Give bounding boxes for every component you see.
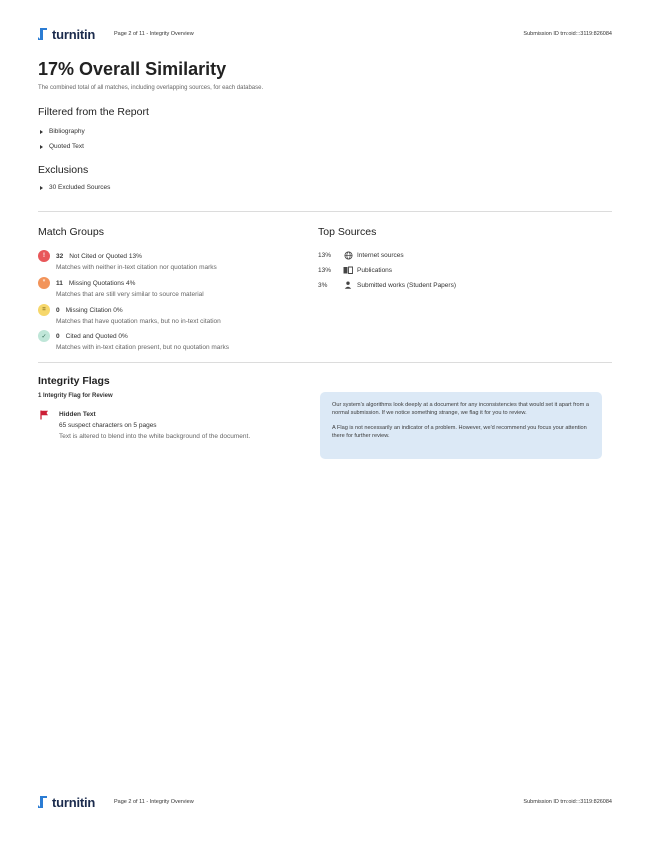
flag-title: Hidden Text	[59, 411, 96, 418]
exclamation-icon: !	[38, 250, 50, 262]
page-title: 17% Overall Similarity	[38, 59, 227, 79]
filtered-heading: Filtered from the Report	[38, 106, 149, 118]
section-divider	[38, 211, 612, 212]
integrity-flags-heading: Integrity Flags	[38, 375, 110, 387]
integrity-flag-item	[40, 409, 250, 442]
equals-icon: =	[38, 304, 50, 316]
logo-text: turnitin	[52, 794, 96, 810]
top-source-percent: 13%	[318, 266, 332, 274]
filtered-item-quoted-text	[40, 143, 84, 150]
globe-icon	[342, 251, 354, 260]
page-description: The combined total of all matches, including overlapping sources, for each database.	[38, 85, 264, 91]
match-group-count: 11	[56, 279, 63, 287]
flag-detail: 65 suspect characters on 5 pages	[59, 422, 157, 429]
top-source-label: Submitted works (Student Papers)	[357, 281, 456, 289]
exclusions-heading: Exclusions	[38, 164, 89, 176]
flag-icon	[40, 410, 49, 420]
top-source-submitted-works	[318, 281, 456, 289]
top-source-percent: 13%	[318, 252, 332, 259]
exclusion-item-label: 30 Excluded Sources	[49, 184, 111, 191]
match-group-label: Not Cited or Quoted 13%	[69, 252, 142, 260]
bullet-arrow-icon	[40, 186, 43, 190]
match-group-label: Cited and Quoted 0%	[65, 332, 128, 340]
quote-icon: ”	[38, 277, 50, 289]
top-sources-heading: Top Sources	[318, 226, 377, 238]
match-group-not-cited	[38, 250, 298, 271]
match-group-count: 32	[56, 252, 64, 260]
filtered-item-bibliography	[40, 128, 85, 135]
match-group-label: Missing Quotations 4%	[68, 279, 136, 287]
match-group-count: 0	[56, 306, 60, 314]
book-icon	[342, 266, 354, 274]
bullet-arrow-icon	[40, 130, 43, 134]
top-source-internet	[318, 251, 404, 260]
match-group-description: Matches with neither in-text citation nor quotation marks	[56, 264, 217, 271]
match-group-count: 0	[56, 332, 60, 340]
integrity-info-box	[320, 392, 602, 459]
flag-note: Text is altered to blend into the white background of the document.	[59, 433, 251, 440]
turnitin-logo	[38, 795, 114, 810]
section-divider	[38, 362, 612, 363]
integrity-flag-text	[59, 409, 250, 442]
top-source-label: Internet sources	[357, 252, 404, 259]
filtered-item-label: Bibliography	[49, 128, 85, 135]
turnitin-logo-icon	[38, 27, 49, 41]
match-group-cited-quoted	[38, 330, 298, 351]
match-group-description: Matches that are still very similar to source material	[56, 291, 204, 298]
top-source-publications	[318, 266, 392, 274]
filtered-item-label: Quoted Text	[49, 143, 84, 150]
page-info: Page 2 of 11 - Integrity Overview	[114, 799, 194, 805]
match-group-description: Matches with in-text citation present, but no quotation marks	[56, 344, 230, 351]
match-group-missing-quotations	[38, 277, 298, 298]
top-source-label: Publications	[357, 266, 393, 274]
match-group-description: Matches that have quotation marks, but no in-text citation	[56, 318, 221, 325]
turnitin-logo	[38, 27, 114, 42]
turnitin-logo-icon	[38, 795, 49, 809]
page-footer	[38, 794, 612, 810]
cited-icon: ✓	[38, 330, 50, 342]
match-groups-heading: Match Groups	[38, 226, 104, 238]
logo-text: turnitin	[52, 26, 96, 42]
person-icon	[342, 281, 354, 289]
info-paragraph: Our system's algorithms look deeply at a document for any inconsistencies that would set it apart from a normal submission. If we notice something strange, we flag it for you to review.	[332, 402, 589, 416]
page-header	[38, 26, 612, 42]
integrity-flags-subheading: 1 Integrity Flag for Review	[38, 393, 113, 399]
exclusion-item	[40, 184, 110, 191]
match-group-label: Missing Citation 0%	[65, 306, 123, 314]
page-info: Page 2 of 11 - Integrity Overview	[114, 31, 194, 37]
submission-id: Submission ID trn:oid:::3119:826084	[523, 799, 612, 805]
match-group-missing-citation	[38, 304, 298, 325]
bullet-arrow-icon	[40, 145, 43, 149]
top-source-percent: 3%	[318, 281, 328, 289]
info-paragraph: A Flag is not necessarily an indicator of a problem. However, we'd recommend you focus your attention there for further review.	[332, 425, 587, 439]
submission-id: Submission ID trn:oid:::3119:826084	[523, 31, 612, 37]
